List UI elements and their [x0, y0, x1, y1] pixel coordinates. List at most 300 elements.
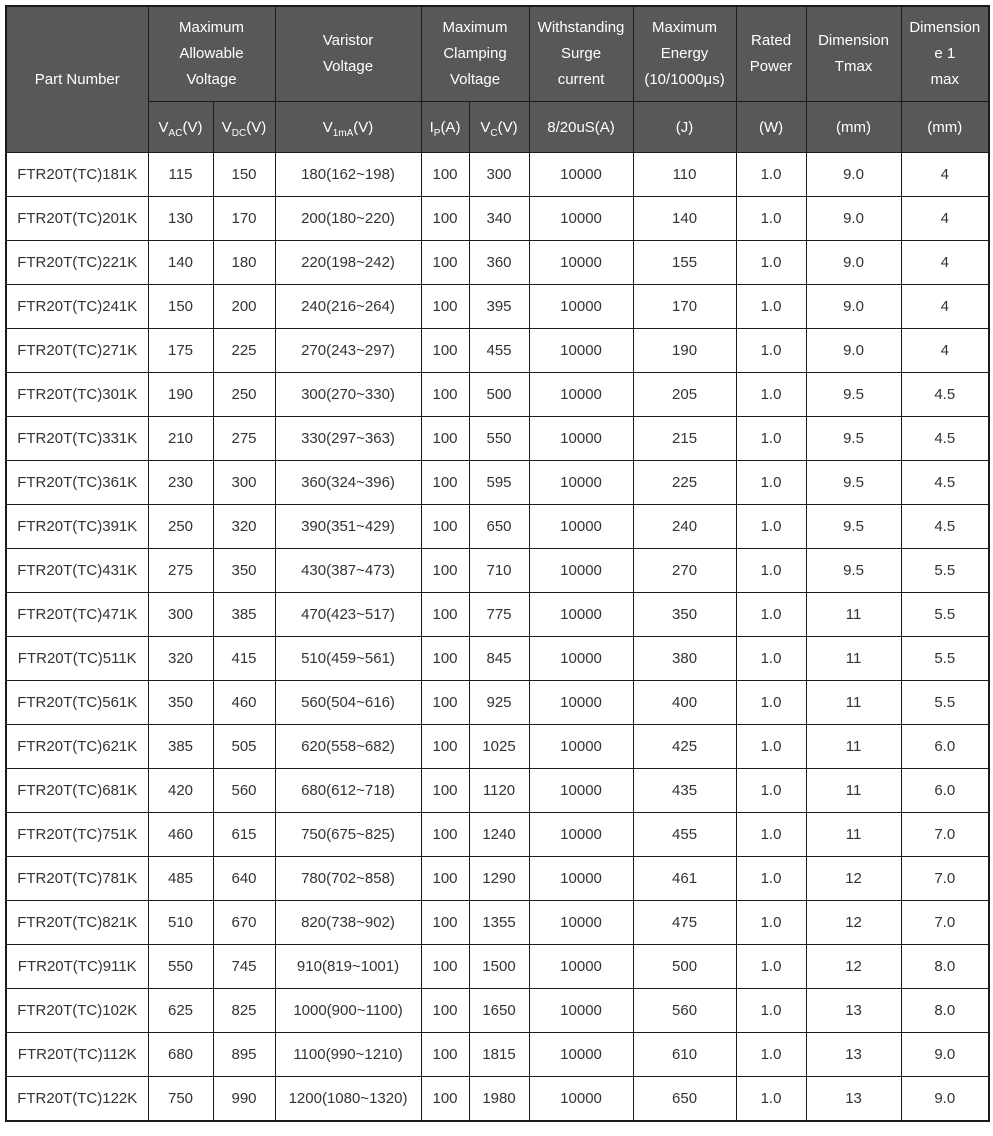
table-row — [6, 285, 989, 329]
cell-surge-current: 10000 — [529, 285, 633, 329]
cell-part-number: FTR20T(TC)471K — [6, 593, 148, 637]
cell-surge-current: 10000 — [529, 1077, 633, 1122]
cell-vac: 485 — [148, 857, 213, 901]
cell-ip: 100 — [421, 1033, 469, 1077]
table-row — [6, 1077, 989, 1122]
header-units-row — [6, 102, 989, 153]
unit-v1ma: $V_{1mA}(V)$ — [275, 102, 421, 153]
unit-surge-current: 8/20uS(A) — [529, 102, 633, 153]
header-line: Rated — [751, 32, 792, 49]
cell-surge-current: 10000 — [529, 989, 633, 1033]
cell-ip: 100 — [421, 461, 469, 505]
cell-vac: 300 — [148, 593, 213, 637]
cell-vac: 625 — [148, 989, 213, 1033]
cell-surge-current: 10000 — [529, 769, 633, 813]
cell-v1ma: 910(819~1001) — [275, 945, 421, 989]
cell-v1ma: 820(738~902) — [275, 901, 421, 945]
table-row — [6, 813, 989, 857]
table-row — [6, 1033, 989, 1077]
cell-energy: 475 — [633, 901, 736, 945]
header-line: Maximum — [442, 19, 508, 36]
cell-vdc: 505 — [213, 725, 275, 769]
header-line: Energy — [660, 45, 709, 62]
cell-part-number: FTR20T(TC)102K — [6, 989, 148, 1033]
cell-vc: 1120 — [469, 769, 529, 813]
cell-tmax: 9.0 — [806, 197, 901, 241]
cell-energy: 170 — [633, 285, 736, 329]
cell-tmax: 9.5 — [806, 461, 901, 505]
cell-e1-max: 5.5 — [901, 549, 989, 593]
cell-part-number: FTR20T(TC)122K — [6, 1077, 148, 1122]
table-row — [6, 945, 989, 989]
cell-surge-current: 10000 — [529, 373, 633, 417]
cell-tmax: 9.0 — [806, 285, 901, 329]
table-row — [6, 593, 989, 637]
cell-vc: 500 — [469, 373, 529, 417]
cell-vc: 550 — [469, 417, 529, 461]
header-line: (10/1000μs) — [644, 71, 725, 88]
header-line: Voltage — [322, 58, 374, 75]
cell-rated-power: 1.0 — [736, 1077, 806, 1122]
table-row — [6, 329, 989, 373]
cell-tmax: 12 — [806, 945, 901, 989]
cell-part-number: FTR20T(TC)391K — [6, 505, 148, 549]
cell-vc: 710 — [469, 549, 529, 593]
cell-vc: 1500 — [469, 945, 529, 989]
cell-rated-power: 1.0 — [736, 197, 806, 241]
cell-rated-power: 1.0 — [736, 681, 806, 725]
cell-vdc: 350 — [213, 549, 275, 593]
cell-e1-max: 7.0 — [901, 857, 989, 901]
cell-vdc: 170 — [213, 197, 275, 241]
cell-part-number: FTR20T(TC)301K — [6, 373, 148, 417]
cell-energy: 155 — [633, 241, 736, 285]
table-body — [6, 153, 989, 1122]
cell-v1ma: 750(675~825) — [275, 813, 421, 857]
cell-ip: 100 — [421, 593, 469, 637]
cell-surge-current: 10000 — [529, 593, 633, 637]
cell-rated-power: 1.0 — [736, 637, 806, 681]
cell-energy: 380 — [633, 637, 736, 681]
cell-e1-max: 4 — [901, 329, 989, 373]
table-row — [6, 725, 989, 769]
cell-v1ma: 390(351~429) — [275, 505, 421, 549]
cell-vdc: 225 — [213, 329, 275, 373]
cell-vdc: 670 — [213, 901, 275, 945]
table-row — [6, 637, 989, 681]
cell-part-number: FTR20T(TC)431K — [6, 549, 148, 593]
cell-vdc: 200 — [213, 285, 275, 329]
cell-vac: 250 — [148, 505, 213, 549]
cell-energy: 215 — [633, 417, 736, 461]
header-line: Maximum — [652, 19, 718, 36]
cell-vac: 550 — [148, 945, 213, 989]
cell-ip: 100 — [421, 417, 469, 461]
cell-vdc: 415 — [213, 637, 275, 681]
cell-e1-max: 4 — [901, 285, 989, 329]
cell-surge-current: 10000 — [529, 197, 633, 241]
header-rated-power — [736, 6, 806, 102]
cell-energy: 650 — [633, 1077, 736, 1122]
table-row — [6, 681, 989, 725]
header-line: Dimension — [818, 32, 889, 49]
cell-vdc: 615 — [213, 813, 275, 857]
cell-e1-max: 4.5 — [901, 373, 989, 417]
cell-energy: 400 — [633, 681, 736, 725]
table-row — [6, 197, 989, 241]
cell-vdc: 300 — [213, 461, 275, 505]
cell-ip: 100 — [421, 197, 469, 241]
table-row — [6, 549, 989, 593]
cell-rated-power: 1.0 — [736, 329, 806, 373]
unit-vdc: $V_{DC}(V)$ — [213, 102, 275, 153]
cell-ip: 100 — [421, 549, 469, 593]
table-row — [6, 153, 989, 197]
cell-e1-max: 5.5 — [901, 681, 989, 725]
header-line: Maximum — [179, 19, 245, 36]
cell-surge-current: 10000 — [529, 417, 633, 461]
cell-rated-power: 1.0 — [736, 549, 806, 593]
cell-surge-current: 10000 — [529, 505, 633, 549]
cell-vc: 1815 — [469, 1033, 529, 1077]
table-row — [6, 505, 989, 549]
cell-ip: 100 — [421, 505, 469, 549]
cell-rated-power: 1.0 — [736, 285, 806, 329]
cell-ip: 100 — [421, 901, 469, 945]
cell-vac: 320 — [148, 637, 213, 681]
cell-part-number: FTR20T(TC)751K — [6, 813, 148, 857]
cell-vac: 510 — [148, 901, 213, 945]
cell-v1ma: 680(612~718) — [275, 769, 421, 813]
header-line: Dimension — [909, 19, 981, 36]
cell-tmax: 13 — [806, 989, 901, 1033]
cell-vac: 140 — [148, 241, 213, 285]
cell-v1ma: 430(387~473) — [275, 549, 421, 593]
cell-ip: 100 — [421, 813, 469, 857]
cell-tmax: 9.0 — [806, 329, 901, 373]
cell-part-number: FTR20T(TC)681K — [6, 769, 148, 813]
cell-vac: 115 — [148, 153, 213, 197]
cell-vac: 275 — [148, 549, 213, 593]
cell-e1-max: 7.0 — [901, 813, 989, 857]
cell-energy: 610 — [633, 1033, 736, 1077]
cell-energy: 110 — [633, 153, 736, 197]
cell-e1-max: 4.5 — [901, 505, 989, 549]
cell-energy: 455 — [633, 813, 736, 857]
header-withstanding-surge-current — [529, 6, 633, 102]
header-maximum-clamping-voltage — [421, 6, 529, 102]
cell-vc: 1650 — [469, 989, 529, 1033]
cell-tmax: 11 — [806, 681, 901, 725]
cell-vdc: 745 — [213, 945, 275, 989]
cell-vac: 150 — [148, 285, 213, 329]
cell-ip: 100 — [421, 681, 469, 725]
cell-ip: 100 — [421, 153, 469, 197]
cell-vdc: 320 — [213, 505, 275, 549]
cell-surge-current: 10000 — [529, 637, 633, 681]
cell-e1-max: 4 — [901, 153, 989, 197]
cell-vc: 1240 — [469, 813, 529, 857]
header-part-number: Part Number — [6, 6, 148, 153]
header-line: max — [930, 71, 959, 88]
cell-v1ma: 200(180~220) — [275, 197, 421, 241]
cell-vc: 1025 — [469, 725, 529, 769]
table-row — [6, 461, 989, 505]
table-row — [6, 417, 989, 461]
cell-v1ma: 180(162~198) — [275, 153, 421, 197]
cell-e1-max: 4.5 — [901, 461, 989, 505]
cell-ip: 100 — [421, 285, 469, 329]
cell-vac: 350 — [148, 681, 213, 725]
cell-e1-max: 6.0 — [901, 769, 989, 813]
cell-v1ma: 240(216~264) — [275, 285, 421, 329]
cell-tmax: 12 — [806, 901, 901, 945]
cell-ip: 100 — [421, 857, 469, 901]
table-header — [6, 6, 989, 153]
cell-energy: 435 — [633, 769, 736, 813]
cell-e1-max: 4 — [901, 197, 989, 241]
cell-surge-current: 10000 — [529, 945, 633, 989]
cell-part-number: FTR20T(TC)781K — [6, 857, 148, 901]
cell-tmax: 11 — [806, 769, 901, 813]
cell-ip: 100 — [421, 989, 469, 1033]
cell-surge-current: 10000 — [529, 681, 633, 725]
cell-surge-current: 10000 — [529, 329, 633, 373]
cell-ip: 100 — [421, 637, 469, 681]
header-line: Voltage — [186, 71, 237, 88]
cell-tmax: 9.5 — [806, 417, 901, 461]
cell-part-number: FTR20T(TC)271K — [6, 329, 148, 373]
cell-e1-max: 9.0 — [901, 1077, 989, 1122]
table-row — [6, 769, 989, 813]
header-line: current — [557, 71, 605, 88]
cell-ip: 100 — [421, 945, 469, 989]
cell-surge-current: 10000 — [529, 1033, 633, 1077]
cell-ip: 100 — [421, 373, 469, 417]
cell-ip: 100 — [421, 329, 469, 373]
cell-v1ma: 1100(990~1210) — [275, 1033, 421, 1077]
spec-table — [5, 5, 990, 1122]
unit-tmax: (mm) — [806, 102, 901, 153]
cell-part-number: FTR20T(TC)621K — [6, 725, 148, 769]
cell-vdc: 460 — [213, 681, 275, 725]
cell-v1ma: 470(423~517) — [275, 593, 421, 637]
header-dimension-tmax — [806, 6, 901, 102]
cell-energy: 425 — [633, 725, 736, 769]
cell-e1-max: 5.5 — [901, 593, 989, 637]
cell-energy: 500 — [633, 945, 736, 989]
header-line: Surge — [561, 45, 602, 62]
unit-vac: $V_{AC}(V)$ — [148, 102, 213, 153]
cell-energy: 190 — [633, 329, 736, 373]
header-line: Allowable — [179, 45, 244, 62]
cell-ip: 100 — [421, 769, 469, 813]
cell-v1ma: 220(198~242) — [275, 241, 421, 285]
cell-vc: 775 — [469, 593, 529, 637]
header-maximum-energy — [633, 6, 736, 102]
cell-tmax: 11 — [806, 593, 901, 637]
header-line: Tmax — [834, 58, 873, 75]
cell-vdc: 640 — [213, 857, 275, 901]
cell-vac: 230 — [148, 461, 213, 505]
cell-v1ma: 510(459~561) — [275, 637, 421, 681]
unit-ip: $I_P(A)$ — [421, 102, 469, 153]
cell-rated-power: 1.0 — [736, 769, 806, 813]
cell-rated-power: 1.0 — [736, 505, 806, 549]
cell-rated-power: 1.0 — [736, 857, 806, 901]
cell-e1-max: 4 — [901, 241, 989, 285]
cell-part-number: FTR20T(TC)201K — [6, 197, 148, 241]
cell-energy: 240 — [633, 505, 736, 549]
cell-energy: 140 — [633, 197, 736, 241]
cell-vdc: 560 — [213, 769, 275, 813]
cell-vc: 595 — [469, 461, 529, 505]
cell-tmax: 9.5 — [806, 373, 901, 417]
cell-rated-power: 1.0 — [736, 901, 806, 945]
cell-vac: 680 — [148, 1033, 213, 1077]
cell-surge-current: 10000 — [529, 461, 633, 505]
cell-vac: 190 — [148, 373, 213, 417]
cell-rated-power: 1.0 — [736, 1033, 806, 1077]
cell-surge-current: 10000 — [529, 549, 633, 593]
cell-v1ma: 1000(900~1100) — [275, 989, 421, 1033]
cell-vdc: 180 — [213, 241, 275, 285]
table-row — [6, 901, 989, 945]
cell-e1-max: 8.0 — [901, 989, 989, 1033]
cell-rated-power: 1.0 — [736, 461, 806, 505]
cell-rated-power: 1.0 — [736, 593, 806, 637]
header-line: Varistor — [322, 32, 374, 49]
cell-vc: 395 — [469, 285, 529, 329]
header-line: Voltage — [450, 71, 501, 88]
cell-vac: 210 — [148, 417, 213, 461]
header-line: Power — [749, 58, 793, 75]
cell-vc: 360 — [469, 241, 529, 285]
cell-tmax: 9.0 — [806, 153, 901, 197]
table-row — [6, 989, 989, 1033]
cell-v1ma: 1200(1080~1320) — [275, 1077, 421, 1122]
cell-tmax: 11 — [806, 813, 901, 857]
cell-vdc: 250 — [213, 373, 275, 417]
cell-e1-max: 4.5 — [901, 417, 989, 461]
cell-rated-power: 1.0 — [736, 945, 806, 989]
unit-energy: (J) — [633, 102, 736, 153]
cell-vdc: 385 — [213, 593, 275, 637]
cell-v1ma: 270(243~297) — [275, 329, 421, 373]
cell-vac: 130 — [148, 197, 213, 241]
cell-vc: 845 — [469, 637, 529, 681]
cell-part-number: FTR20T(TC)361K — [6, 461, 148, 505]
cell-part-number: FTR20T(TC)112K — [6, 1033, 148, 1077]
cell-v1ma: 560(504~616) — [275, 681, 421, 725]
cell-vac: 175 — [148, 329, 213, 373]
cell-v1ma: 330(297~363) — [275, 417, 421, 461]
cell-surge-current: 10000 — [529, 725, 633, 769]
cell-part-number: FTR20T(TC)511K — [6, 637, 148, 681]
cell-ip: 100 — [421, 725, 469, 769]
cell-tmax: 13 — [806, 1077, 901, 1122]
cell-vac: 385 — [148, 725, 213, 769]
unit-vc: $V_C(V)$ — [469, 102, 529, 153]
cell-v1ma: 300(270~330) — [275, 373, 421, 417]
cell-surge-current: 10000 — [529, 857, 633, 901]
cell-vc: 300 — [469, 153, 529, 197]
cell-tmax: 9.5 — [806, 549, 901, 593]
cell-energy: 225 — [633, 461, 736, 505]
cell-vac: 420 — [148, 769, 213, 813]
cell-tmax: 11 — [806, 637, 901, 681]
cell-vdc: 275 — [213, 417, 275, 461]
header-line: e 1 — [934, 45, 956, 62]
cell-rated-power: 1.0 — [736, 241, 806, 285]
cell-part-number: FTR20T(TC)241K — [6, 285, 148, 329]
cell-surge-current: 10000 — [529, 813, 633, 857]
cell-rated-power: 1.0 — [736, 373, 806, 417]
header-varistor-voltage — [275, 6, 421, 102]
cell-rated-power: 1.0 — [736, 813, 806, 857]
cell-vc: 455 — [469, 329, 529, 373]
cell-vc: 1290 — [469, 857, 529, 901]
cell-part-number: FTR20T(TC)221K — [6, 241, 148, 285]
cell-vac: 750 — [148, 1077, 213, 1122]
table-row — [6, 241, 989, 285]
cell-tmax: 11 — [806, 725, 901, 769]
cell-energy: 350 — [633, 593, 736, 637]
cell-e1-max: 9.0 — [901, 1033, 989, 1077]
cell-part-number: FTR20T(TC)911K — [6, 945, 148, 989]
cell-vc: 340 — [469, 197, 529, 241]
cell-vac: 460 — [148, 813, 213, 857]
unit-e1-max: (mm) — [901, 102, 989, 153]
header-line: Clamping — [443, 45, 507, 62]
cell-tmax: 12 — [806, 857, 901, 901]
cell-surge-current: 10000 — [529, 901, 633, 945]
cell-rated-power: 1.0 — [736, 725, 806, 769]
cell-vc: 650 — [469, 505, 529, 549]
cell-rated-power: 1.0 — [736, 417, 806, 461]
cell-e1-max: 5.5 — [901, 637, 989, 681]
header-maximum-allowable-voltage — [148, 6, 275, 102]
cell-tmax: 9.5 — [806, 505, 901, 549]
cell-ip: 100 — [421, 241, 469, 285]
cell-vc: 1980 — [469, 1077, 529, 1122]
cell-part-number: FTR20T(TC)821K — [6, 901, 148, 945]
cell-part-number: FTR20T(TC)561K — [6, 681, 148, 725]
cell-vdc: 825 — [213, 989, 275, 1033]
cell-vdc: 895 — [213, 1033, 275, 1077]
cell-e1-max: 7.0 — [901, 901, 989, 945]
unit-rated-power: (W) — [736, 102, 806, 153]
cell-energy: 270 — [633, 549, 736, 593]
cell-v1ma: 360(324~396) — [275, 461, 421, 505]
cell-vc: 925 — [469, 681, 529, 725]
cell-surge-current: 10000 — [529, 153, 633, 197]
cell-e1-max: 8.0 — [901, 945, 989, 989]
cell-vdc: 150 — [213, 153, 275, 197]
cell-vc: 1355 — [469, 901, 529, 945]
cell-ip: 100 — [421, 1077, 469, 1122]
header-line: Withstanding — [537, 19, 625, 36]
cell-rated-power: 1.0 — [736, 153, 806, 197]
cell-energy: 560 — [633, 989, 736, 1033]
table-row — [6, 857, 989, 901]
cell-vdc: 990 — [213, 1077, 275, 1122]
cell-e1-max: 6.0 — [901, 725, 989, 769]
cell-surge-current: 10000 — [529, 241, 633, 285]
cell-rated-power: 1.0 — [736, 989, 806, 1033]
cell-part-number: FTR20T(TC)181K — [6, 153, 148, 197]
table-row — [6, 373, 989, 417]
